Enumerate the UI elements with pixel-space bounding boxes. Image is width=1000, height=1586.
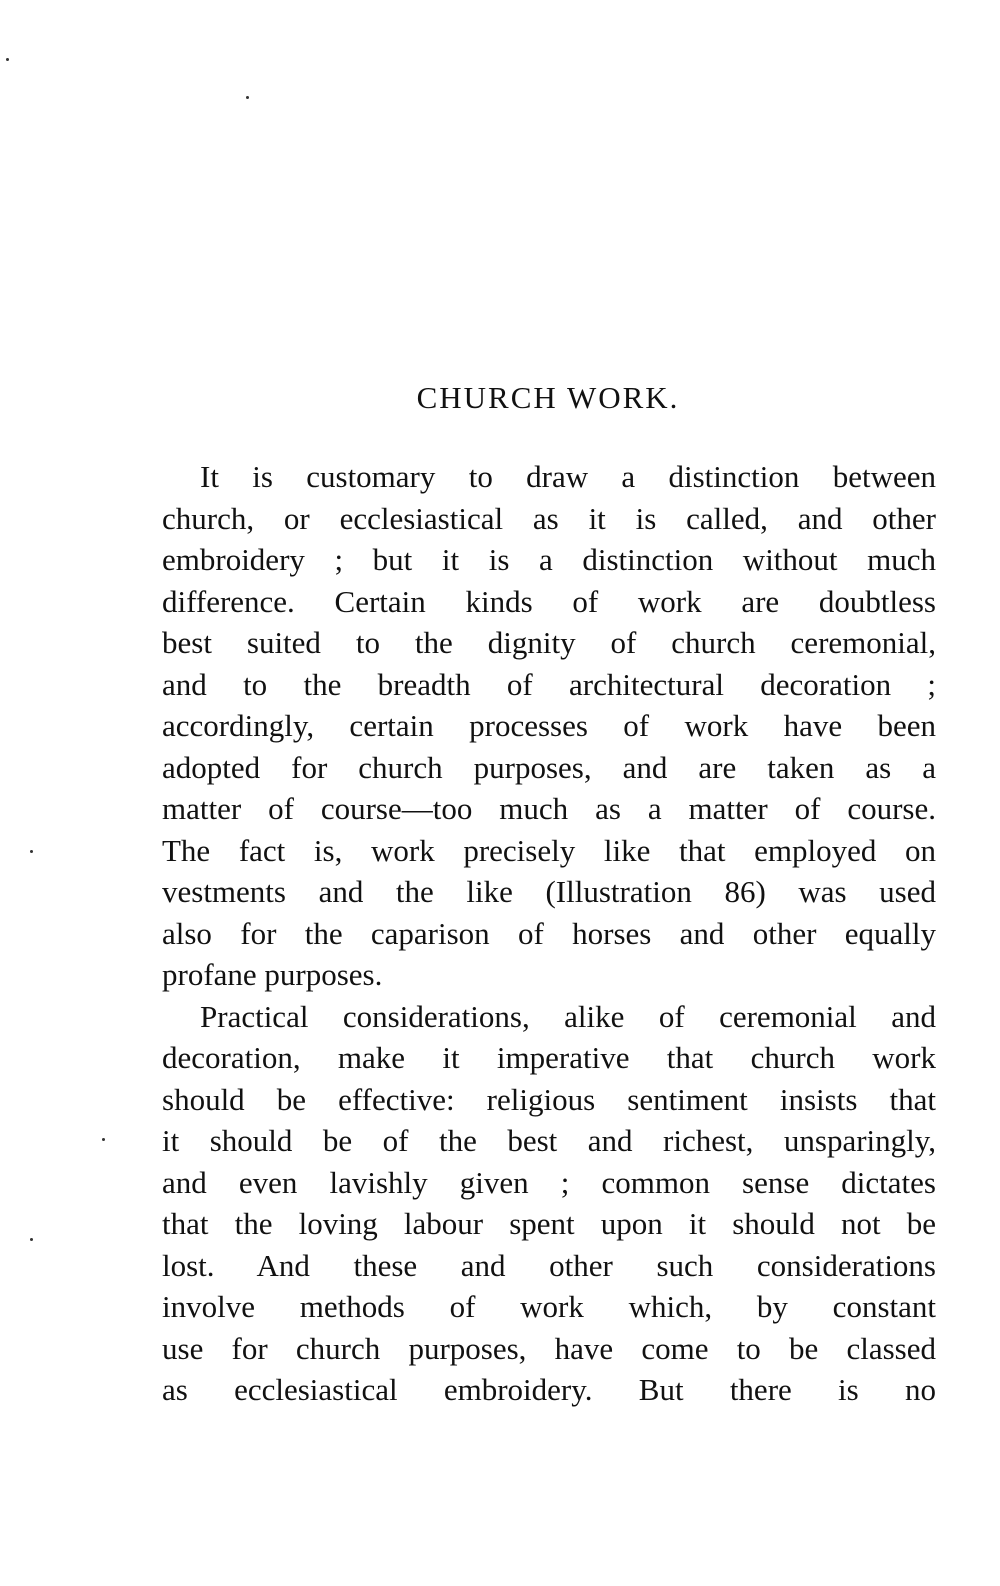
text-line: it should be of the best and richest, unsparingly, [162,1123,936,1158]
text-line: and to the breadth of architectural decoration ; [162,666,936,702]
text-line: that the loving labour spent upon it should not be [162,1206,936,1241]
text-line: embroidery ; but it is a distinction without much [162,542,936,577]
text-line: should be effective: religious sentiment insists that [162,1081,936,1117]
text-line: profane purposes. [162,957,383,992]
text-line: The fact is, work precisely like that employed on [162,832,936,868]
text-line: difference. Certain kinds of work are doubtless [162,583,936,619]
scan-speck [30,850,33,853]
text-line: involve methods of work which, by constant [162,1289,936,1324]
text-line: vestments and the like (Illustration 86) was used [162,874,936,909]
text-line: decoration, make it imperative that church work [162,1040,936,1075]
text-line: also for the caparison of horses and other equally [162,915,936,951]
scan-speck [102,1138,105,1141]
scan-speck [30,1238,33,1241]
text-line: matter of course—too much as a matter of course. [162,791,936,826]
text-line: best suited to the dignity of church ceremonial, [162,625,936,660]
chapter-title: CHURCH WORK. [416,380,680,415]
scan-speck [6,58,9,61]
text-line: and even lavishly given ; common sense dictates [162,1164,936,1200]
text-line: as ecclesiastical embroidery. But there is no [162,1372,936,1407]
body-text [162,456,936,1411]
text-line: It is customary to draw a distinction between [200,459,936,494]
text-line: church, or ecclesiastical as it is called, and other [162,500,936,536]
text-line: Practical considerations, alike of ceremonial and [200,998,936,1034]
text-line: lost. And these and other such considerations [162,1247,936,1283]
text-line: adopted for church purposes, and are taken as a [162,749,936,785]
text-line: use for church purposes, have come to be classed [162,1330,936,1366]
text-line: accordingly, certain processes of work have been [162,708,936,743]
scan-speck [246,96,249,99]
